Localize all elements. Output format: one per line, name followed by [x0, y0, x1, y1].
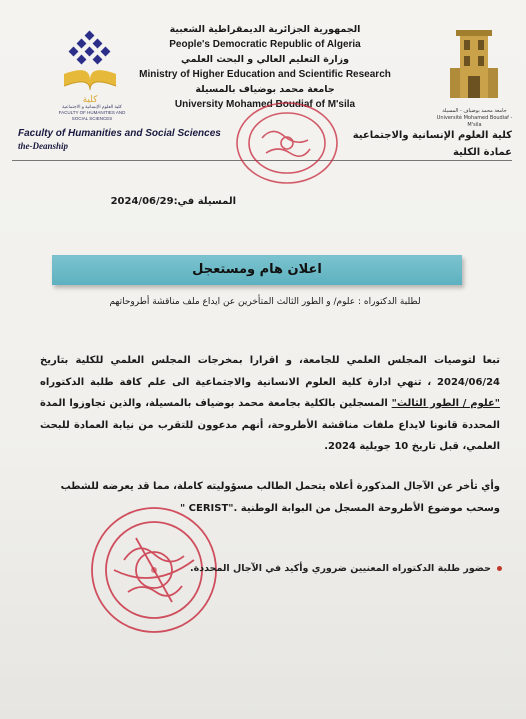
body-text-1b: المسجلين بالكلية بجامعة محمد بوضياف بالمسيلة، والذين تجاوزوا المدة المحددة قانونا لايداع ملفات مناقشة الأطروحة، أنهم مدعوون للتقرب من نيابة العمادة للبحث العلمي، قبل تاريخ 10 جويلية 2024.: [40, 398, 500, 452]
body-text-underlined: "علوم / الطور الثالث": [391, 398, 500, 409]
svg-text:كلية: كلية: [82, 95, 98, 104]
letterhead: [130, 22, 400, 112]
faculty-logo: [52, 30, 132, 120]
university-logo-caption-ar: جامعة محمد بوضياف - المسيلة: [442, 108, 507, 114]
university-logo-icon: [432, 28, 517, 106]
faculty-logo-icon: [52, 30, 132, 104]
announcement-title: اعلان هام ومستعجل: [192, 262, 322, 277]
date-line: المسيلة في:2024/06/29: [110, 196, 236, 207]
bullet-note-text: حضور طلبة الدكتوراه المعنيين ضروري وأكيد في الآجال المحددة.: [190, 563, 491, 574]
university-ar: جامعة محمد بوضياف بالمسيلة: [195, 84, 335, 95]
body-text-1a: تبعا لتوصيات المجلس العلمي للجامعة، و اقرارا بمخرجات المجلس العلمي للكلية بتاريخ 2024/06/24 ، تنهي ادارة كلية العلوم الانسانية والاجتماعية الى علم كافة طلبة الدكتوراه: [40, 355, 500, 388]
faculty-logo-caption-ar: كلية العلوم الإنسانية و الاجتماعية: [62, 104, 122, 109]
faculty-logo-caption-en: FACULTY OF HUMANITIES AND SOCIAL SCIENCES: [58, 110, 126, 121]
ministry-ar: وزارة التعليم العالي و البحث العلمي: [181, 54, 349, 65]
university-logo-caption-en: Université Mohamed Boudiaf - M'sila: [436, 115, 513, 128]
body-paragraph-1: [40, 350, 500, 458]
faculty-name-ar: كلية العلوم الإنسانية والاجتماعية: [352, 130, 512, 141]
bullet-note: [190, 563, 502, 574]
university-en: University Mohamed Boudiaf of M'sila: [174, 99, 356, 110]
deanship-ar: عمادة الكلية: [452, 147, 512, 158]
deanship-en: the-Deanship: [18, 141, 69, 151]
body-paragraph-2: وأي تأخر عن الآجال المذكورة أعلاه يتحمل الطالب مسؤوليته كاملة، مما قد يعرضه للشطب وسحب موضوع الأطروحة المسجل من البوابة الوطنية ."CERIST ": [60, 481, 500, 514]
republic-en: People's Democratic Republic of Algeria: [169, 39, 361, 50]
republic-ar: الجمهورية الجزائرية الديمقراطية الشعبية: [169, 24, 361, 35]
announcement-banner: [52, 255, 462, 285]
university-logo: [432, 28, 517, 128]
faculty-name-en: Faculty of Humanities and Social Sciences: [18, 128, 221, 139]
header-divider: [12, 160, 512, 161]
announcement-subtitle: لطلبة الدكتوراه : علوم/ و الطور الثالث المتأخرين عن ايداع ملف مناقشة أطروحاتهم: [109, 297, 421, 307]
bullet-icon: [497, 566, 502, 571]
ministry-en: Ministry of Higher Education and Scientific Research: [139, 69, 391, 80]
